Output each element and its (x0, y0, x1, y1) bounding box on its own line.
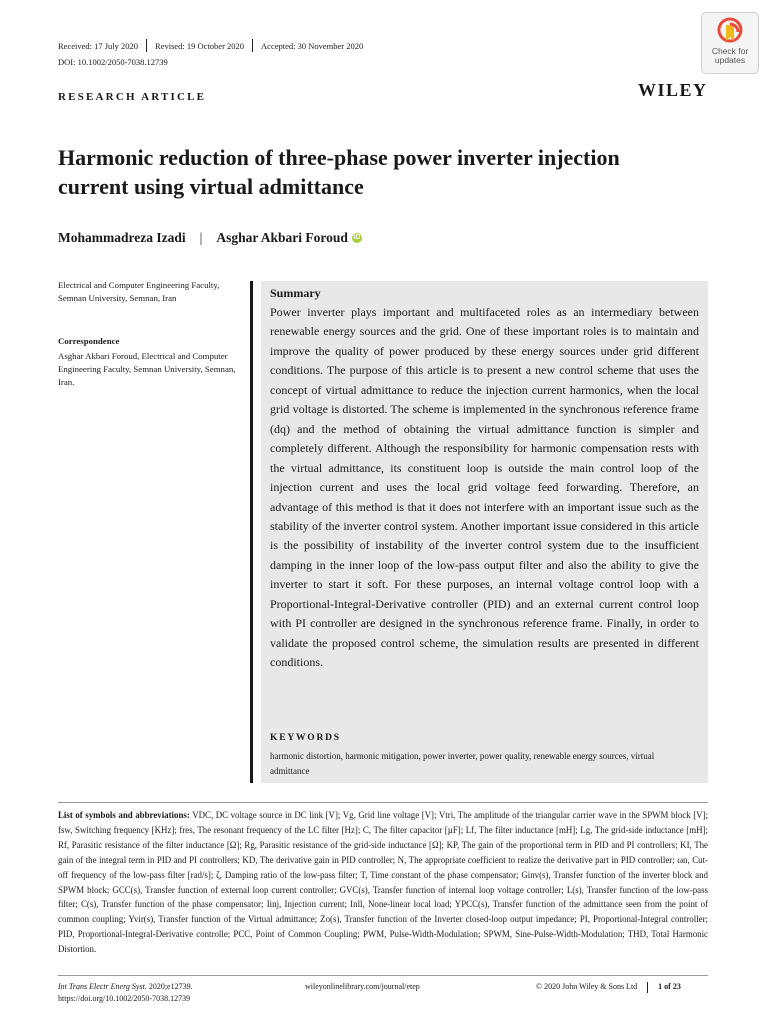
author-name[interactable]: Asghar Akbari Foroud (216, 230, 348, 245)
keywords-heading: KEYWORDS (270, 733, 341, 743)
summary-text: Power inverter plays important and multifaceted roles as an intermediary between renewable energy sources and the grid. One of these important roles is to maintain and improve the quality of power produced by these energy sources under grid different conditions. The purpose of this article is to present a new control scheme that uses the concept of virtual admittance to reduce the injection current harmonics, when the local grid voltage is distorted. The scheme is implemented in the synchronous reference frame (dq) and the method of obtaining the virtual admittance function is simpler and completely different. Although the responsibility for harmonic compensation rests with the virtual admittance, its constituent loop is outside the main control loop of the injection current and uses the local grid voltage feed forwarding. Therefore, an advantage of this method is that it does not interfere with an important issue such as the stability of the inverter control system. Another important issue considered in this article is the possibility of instability of the inverter control system due to the insufficient damping in the inner loop of the low-pass output filter and also the ability to give the inverter to start it soft. For these purposes, an internal voltage control loop with a Proportional-Integral-Derivative controller (PID) and an external current control loop with PI controller are designed in the synchronous reference frame. Finally, in order to validate the proposed control scheme, the simulation results are presented in different conditions. (270, 305, 699, 670)
symbols-label: List of symbols and abbreviations: (58, 810, 190, 820)
abstract-divider (250, 281, 253, 783)
symbols-list (58, 808, 708, 957)
check-updates-text: Check for updates (711, 46, 749, 65)
article-title: Harmonic reduction of three-phase power inverter injection current using virtual admittance (58, 145, 620, 199)
orcid-icon[interactable]: iD (353, 234, 361, 241)
correspondence-heading: Correspondence (58, 336, 120, 346)
doi: DOI: 10.1002/2050-7038.12739 (58, 57, 168, 67)
summary-heading: Summary (270, 286, 321, 300)
affiliation: Electrical and Computer Engineering Faculty, Semnan University, Semnan, Iran (58, 280, 220, 304)
symbols-text: VDC, DC voltage source in DC link [V]; Vg, Grid line voltage [V]; Vtri, The amplitude of the triangular carrier wave in the SPWM block [V]; fsw, Switching frequency [KHz]; fres, The resonant frequency of the LC filter [Hz]; C, The filter capacitor [µF]; Lf, The filter inductance [mH]; Lg, The grid-side inductance [mH]; Rf, Parasitic resistance of the filter inductance [Ω]; Rg, Parasitic resistance of the grid-side inductance [Ω]; KP, The gain of the proportional term in PID and PI controllers; KI, The gain of the integral term in PID and PI controllers; KD, The derivative gain in PID controller; N, The appropriate coefficient to realize the derivative part in PID controller; ωn, Cut-off frequency of the low-pass filter [rad/s]; ζ, Damping ratio of the low-pass filter; T, Time constant of the phase compensator; Ginv(s), Transfer function of the inverter block and SPWM block; GCC(s), Transfer function of external loop current controller; GVC(s), Transfer function of internal loop voltage controller; L(s), Transfer function of the low-pass filter; C(s), Transfer function of the phase compensator; Iinj, Injection current; Inll, None-linear local load; YPCC(s), Transfer function of the admittance seen from the point of common coupling; Yvir(s), Transfer function of the Virtual admittance; Zo(s), Transfer function of the Inverter closed-loop output impedance; PI, Proportional-Integral controller; PID, Proportional-Integral-Derivative controlle; PCC, Point of Common Coupling; PWM, Pulse-Width-Modulation; SPWM, Sine-Pulse-Width-Modulation; THD, Total Harmonic Distortion. (58, 810, 708, 955)
keywords-text: harmonic distortion, harmonic mitigation, power inverter, power quality, renewable energy sources, virtual admittance (270, 751, 655, 776)
author-list (58, 230, 362, 246)
article-type: RESEARCH ARTICLE (58, 91, 207, 103)
footer-separator (647, 982, 648, 993)
copyright: © 2020 John Wiley & Sons Ltd (536, 982, 638, 991)
journal-site-link[interactable]: wileyonlinelibrary.com/journal/etep (305, 982, 420, 991)
received-date: Received: 17 July 2020 (58, 40, 139, 51)
accepted-date: Accepted: 30 November 2020 (261, 40, 364, 51)
footer-citation (58, 981, 193, 1005)
correspondence-text: Asghar Akbari Foroud, Electrical and Computer Engineering Faculty, Semnan University, Semnan, Iran. (58, 351, 236, 388)
publisher-logo: WILEY (638, 80, 708, 100)
doi-link[interactable]: https://doi.org/10.1002/2050-7038.12739 (58, 994, 191, 1003)
date-separator (252, 39, 253, 52)
footer-divider (58, 975, 708, 976)
manuscript-dates (58, 39, 363, 52)
date-separator (146, 39, 147, 52)
journal-name: Int Trans Electr Energ Syst. (58, 982, 147, 991)
check-for-updates-button[interactable] (701, 12, 759, 74)
crossmark-icon (717, 17, 743, 47)
footer-right (536, 981, 681, 993)
divider (58, 802, 708, 803)
page-number: 1 of 23 (658, 982, 681, 991)
author-name[interactable]: Mohammadreza Izadi (58, 230, 186, 245)
citation: 2020;e12739. (146, 982, 193, 991)
revised-date: Revised: 19 October 2020 (155, 40, 245, 51)
author-separator: | (199, 230, 203, 245)
